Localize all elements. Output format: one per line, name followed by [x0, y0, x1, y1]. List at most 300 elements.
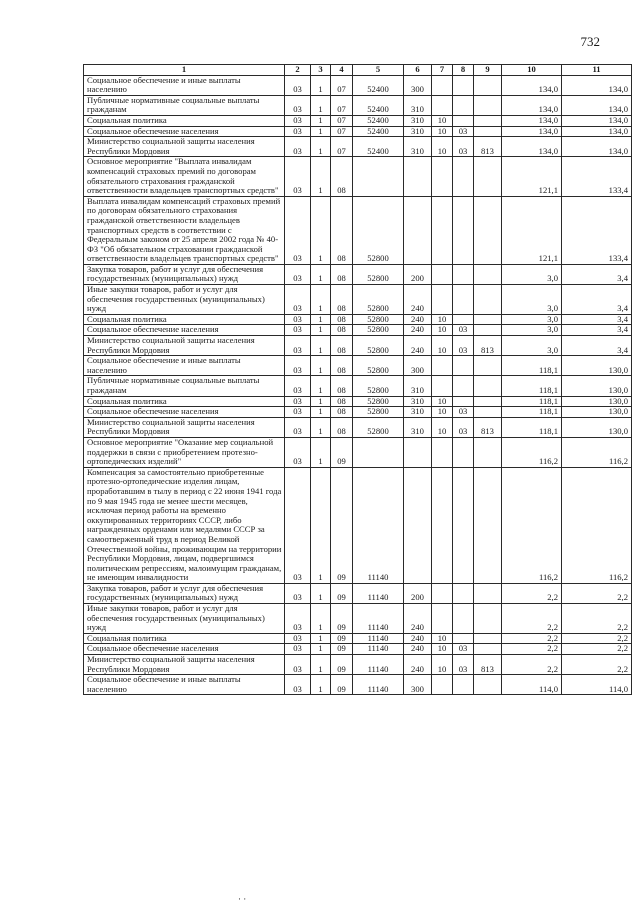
col-5: 52800 [353, 336, 404, 356]
col-8 [453, 75, 474, 95]
header-cell: 3 [311, 65, 331, 76]
col-9 [474, 633, 502, 644]
col-2: 03 [285, 407, 311, 418]
col-9 [474, 264, 502, 284]
col-4: 09 [331, 583, 353, 603]
col-11-amount: 130,0 [562, 407, 632, 418]
col-6: 310 [404, 137, 432, 157]
col-3: 1 [311, 356, 331, 376]
col-10-amount: 114,0 [502, 675, 562, 695]
col-3: 1 [311, 75, 331, 95]
col-8 [453, 285, 474, 315]
col-11-amount: 133,4 [562, 157, 632, 196]
header-cell: 1 [84, 65, 285, 76]
col-8: 03 [453, 126, 474, 137]
col-9 [474, 356, 502, 376]
col-7 [432, 437, 453, 467]
col-11-amount: 3,4 [562, 285, 632, 315]
col-2: 03 [285, 126, 311, 137]
col-7: 10 [432, 314, 453, 325]
col-8 [453, 604, 474, 634]
col-9: 813 [474, 417, 502, 437]
col-8: 03 [453, 644, 474, 655]
col-9: 813 [474, 336, 502, 356]
col-11-amount: 2,2 [562, 633, 632, 644]
col-11-amount: 2,2 [562, 583, 632, 603]
table-row [84, 407, 632, 418]
col-8 [453, 264, 474, 284]
table-row [84, 137, 632, 157]
col-2: 03 [285, 285, 311, 315]
col-2: 03 [285, 396, 311, 407]
col-11-amount: 130,0 [562, 376, 632, 396]
col-6: 200 [404, 264, 432, 284]
col-2: 03 [285, 95, 311, 115]
col-7: 10 [432, 126, 453, 137]
table-row [84, 115, 632, 126]
col-6: 310 [404, 396, 432, 407]
col-11-amount: 3,4 [562, 336, 632, 356]
col-8: 03 [453, 325, 474, 336]
table-row [84, 314, 632, 325]
col-4: 08 [331, 264, 353, 284]
row-name: Основное мероприятие "Оказание мер социальной поддержки в связи с приобретением протезно-ортопедических изделий" [84, 437, 285, 467]
col-8 [453, 95, 474, 115]
col-11-amount: 130,0 [562, 356, 632, 376]
col-4: 08 [331, 157, 353, 196]
col-5: 52800 [353, 356, 404, 376]
table-row [84, 325, 632, 336]
col-8 [453, 376, 474, 396]
col-4: 09 [331, 437, 353, 467]
row-name: Социальное обеспечение населения [84, 325, 285, 336]
row-name: Министерство социальной защиты населения Республики Мордовия [84, 137, 285, 157]
col-9 [474, 396, 502, 407]
col-7 [432, 467, 453, 583]
col-5: 52800 [353, 264, 404, 284]
col-6: 310 [404, 407, 432, 418]
col-11-amount: 2,2 [562, 604, 632, 634]
col-3: 1 [311, 126, 331, 137]
col-6: 240 [404, 655, 432, 675]
col-9 [474, 325, 502, 336]
col-9 [474, 644, 502, 655]
col-4: 08 [331, 285, 353, 315]
table-header-row [84, 65, 632, 76]
col-2: 03 [285, 264, 311, 284]
col-6: 300 [404, 675, 432, 695]
col-5: 11140 [353, 604, 404, 634]
col-10-amount: 3,0 [502, 314, 562, 325]
col-7: 10 [432, 655, 453, 675]
col-3: 1 [311, 137, 331, 157]
row-name: Социальное обеспечение и иные выплаты населению [84, 356, 285, 376]
col-2: 03 [285, 115, 311, 126]
col-2: 03 [285, 467, 311, 583]
col-9 [474, 285, 502, 315]
col-4: 09 [331, 604, 353, 634]
col-8: 03 [453, 407, 474, 418]
col-6: 310 [404, 115, 432, 126]
col-3: 1 [311, 336, 331, 356]
col-8: 03 [453, 655, 474, 675]
row-name: Выплата инвалидам компенсаций страховых премий по договорам обязательного страхования гражданской ответственности владельцев транспортных средств в соответствии с Федеральным законом от 25 апреля 2002 года № 40-ФЗ "Об обязательном страховании гражданской ответственности владельцев транспортных средств" [84, 196, 285, 264]
col-7: 10 [432, 407, 453, 418]
col-8 [453, 396, 474, 407]
table-row [84, 75, 632, 95]
col-4: 08 [331, 336, 353, 356]
col-2: 03 [285, 633, 311, 644]
col-10-amount: 134,0 [502, 126, 562, 137]
col-8 [453, 675, 474, 695]
col-6 [404, 437, 432, 467]
header-cell: 10 [502, 65, 562, 76]
col-6: 300 [404, 75, 432, 95]
col-11-amount: 116,2 [562, 467, 632, 583]
col-7: 10 [432, 633, 453, 644]
col-4: 09 [331, 655, 353, 675]
col-6 [404, 157, 432, 196]
col-9 [474, 437, 502, 467]
col-6: 240 [404, 325, 432, 336]
col-7 [432, 285, 453, 315]
row-name: Социальная политика [84, 396, 285, 407]
col-5: 52800 [353, 285, 404, 315]
col-11-amount: 133,4 [562, 196, 632, 264]
col-11-amount: 134,0 [562, 95, 632, 115]
col-7 [432, 583, 453, 603]
table-row [84, 376, 632, 396]
col-7 [432, 376, 453, 396]
col-4: 08 [331, 407, 353, 418]
col-5: 11140 [353, 467, 404, 583]
col-7 [432, 157, 453, 196]
col-8 [453, 356, 474, 376]
col-4: 07 [331, 115, 353, 126]
col-2: 03 [285, 75, 311, 95]
col-9 [474, 583, 502, 603]
col-6: 240 [404, 644, 432, 655]
row-name: Министерство социальной защиты населения Республики Мордовия [84, 336, 285, 356]
col-7 [432, 196, 453, 264]
col-9 [474, 604, 502, 634]
col-3: 1 [311, 467, 331, 583]
col-10-amount: 118,1 [502, 396, 562, 407]
col-7 [432, 356, 453, 376]
col-5: 52400 [353, 126, 404, 137]
col-4: 08 [331, 376, 353, 396]
col-3: 1 [311, 633, 331, 644]
col-2: 03 [285, 655, 311, 675]
col-10-amount: 121,1 [502, 157, 562, 196]
col-7 [432, 95, 453, 115]
col-11-amount: 2,2 [562, 655, 632, 675]
col-7: 10 [432, 396, 453, 407]
row-name: Социальное обеспечение и иные выплаты населению [84, 75, 285, 95]
table-row [84, 264, 632, 284]
col-7 [432, 604, 453, 634]
table-row [84, 126, 632, 137]
col-10-amount: 118,1 [502, 376, 562, 396]
row-name: Министерство социальной защиты населения Республики Мордовия [84, 655, 285, 675]
col-7: 10 [432, 336, 453, 356]
col-3: 1 [311, 675, 331, 695]
col-5: 11140 [353, 644, 404, 655]
col-9: 813 [474, 655, 502, 675]
col-10-amount: 2,2 [502, 644, 562, 655]
col-10-amount: 116,2 [502, 437, 562, 467]
col-2: 03 [285, 376, 311, 396]
col-10-amount: 116,2 [502, 467, 562, 583]
table-row [84, 336, 632, 356]
col-3: 1 [311, 325, 331, 336]
row-name: Социальная политика [84, 314, 285, 325]
col-5: 52800 [353, 396, 404, 407]
col-9 [474, 467, 502, 583]
col-4: 08 [331, 396, 353, 407]
row-name: Иные закупки товаров, работ и услуг для обеспечения государственных (муниципальных) нужд [84, 604, 285, 634]
col-5: 52800 [353, 325, 404, 336]
table-row [84, 604, 632, 634]
col-2: 03 [285, 196, 311, 264]
col-9 [474, 75, 502, 95]
col-2: 03 [285, 314, 311, 325]
col-10-amount: 121,1 [502, 196, 562, 264]
col-2: 03 [285, 604, 311, 634]
col-11-amount: 3,4 [562, 325, 632, 336]
col-2: 03 [285, 675, 311, 695]
col-4: 07 [331, 75, 353, 95]
header-cell: 5 [353, 65, 404, 76]
col-5: 52400 [353, 75, 404, 95]
col-4: 08 [331, 417, 353, 437]
table-row [84, 285, 632, 315]
table-row [84, 396, 632, 407]
table-row [84, 95, 632, 115]
row-name: Социальное обеспечение населения [84, 644, 285, 655]
col-10-amount: 134,0 [502, 137, 562, 157]
col-11-amount: 134,0 [562, 75, 632, 95]
col-2: 03 [285, 644, 311, 655]
col-7: 10 [432, 644, 453, 655]
header-cell: 9 [474, 65, 502, 76]
col-11-amount: 130,0 [562, 396, 632, 407]
col-4: 09 [331, 675, 353, 695]
col-8: 03 [453, 137, 474, 157]
col-2: 03 [285, 157, 311, 196]
col-5: 52400 [353, 137, 404, 157]
table-row [84, 633, 632, 644]
table-row [84, 655, 632, 675]
row-name: Закупка товаров, работ и услуг для обеспечения государственных (муниципальных) нужд [84, 264, 285, 284]
col-6: 240 [404, 336, 432, 356]
col-4: 07 [331, 137, 353, 157]
header-cell: 6 [404, 65, 432, 76]
row-name: Социальное обеспечение и иные выплаты населению [84, 675, 285, 695]
col-5: 52800 [353, 196, 404, 264]
col-11-amount: 2,2 [562, 644, 632, 655]
table-row [84, 437, 632, 467]
header-cell: 8 [453, 65, 474, 76]
col-9 [474, 407, 502, 418]
col-3: 1 [311, 196, 331, 264]
col-2: 03 [285, 437, 311, 467]
table-row [84, 157, 632, 196]
col-8 [453, 314, 474, 325]
col-4: 07 [331, 126, 353, 137]
col-6 [404, 467, 432, 583]
col-5: 52800 [353, 314, 404, 325]
col-8 [453, 157, 474, 196]
row-name: Компенсация за самостоятельно приобретенные протезно-ортопедические изделия лицам, проработавшим в тылу в период с 22 июня 1941 года по 9 мая 1945 года не менее шести месяцев, исключая период работы на временно оккупированных территориях СССР, либо награжденных орденами или медалями СССР за самоотверженный труд в период Великой Отечественной войны, проживающим на территории Республики Мордовия, лицам, подвергшимся политическим репрессиям, малоимущим гражданам, не имеющим инвалидности [84, 467, 285, 583]
header-cell: 7 [432, 65, 453, 76]
col-10-amount: 3,0 [502, 264, 562, 284]
col-5: 52400 [353, 95, 404, 115]
col-8 [453, 583, 474, 603]
col-3: 1 [311, 655, 331, 675]
col-10-amount: 3,0 [502, 336, 562, 356]
row-name: Социальное обеспечение населения [84, 126, 285, 137]
table-row [84, 467, 632, 583]
col-9: 813 [474, 137, 502, 157]
col-5: 11140 [353, 675, 404, 695]
col-11-amount: 130,0 [562, 417, 632, 437]
col-5: 52400 [353, 115, 404, 126]
table-body [84, 75, 632, 695]
col-4: 09 [331, 633, 353, 644]
col-10-amount: 2,2 [502, 604, 562, 634]
row-name: Публичные нормативные социальные выплаты гражданам [84, 376, 285, 396]
col-4: 07 [331, 95, 353, 115]
row-name: Иные закупки товаров, работ и услуг для обеспечения государственных (муниципальных) нужд [84, 285, 285, 315]
table-row [84, 644, 632, 655]
col-3: 1 [311, 95, 331, 115]
col-2: 03 [285, 417, 311, 437]
col-5: 11140 [353, 655, 404, 675]
col-10-amount: 134,0 [502, 95, 562, 115]
col-7: 10 [432, 137, 453, 157]
col-6 [404, 196, 432, 264]
row-name: Закупка товаров, работ и услуг для обеспечения государственных (муниципальных) нужд [84, 583, 285, 603]
col-3: 1 [311, 417, 331, 437]
col-6: 310 [404, 95, 432, 115]
col-7 [432, 264, 453, 284]
col-9 [474, 196, 502, 264]
col-6: 310 [404, 417, 432, 437]
col-6: 240 [404, 285, 432, 315]
col-9 [474, 314, 502, 325]
col-11-amount: 134,0 [562, 115, 632, 126]
col-3: 1 [311, 604, 331, 634]
col-3: 1 [311, 314, 331, 325]
col-4: 08 [331, 356, 353, 376]
table-row [84, 356, 632, 376]
col-6: 200 [404, 583, 432, 603]
col-10-amount: 2,2 [502, 633, 562, 644]
col-4: 08 [331, 325, 353, 336]
col-11-amount: 3,4 [562, 264, 632, 284]
scan-artifact: · · [238, 894, 247, 904]
col-3: 1 [311, 437, 331, 467]
col-5: 11140 [353, 583, 404, 603]
col-2: 03 [285, 583, 311, 603]
col-6: 300 [404, 356, 432, 376]
row-name: Социальное обеспечение населения [84, 407, 285, 418]
col-7: 10 [432, 325, 453, 336]
col-5 [353, 157, 404, 196]
col-8: 03 [453, 417, 474, 437]
col-6: 240 [404, 604, 432, 634]
col-8 [453, 467, 474, 583]
header-cell: 2 [285, 65, 311, 76]
col-10-amount: 3,0 [502, 285, 562, 315]
table-row [84, 583, 632, 603]
col-8 [453, 633, 474, 644]
col-6: 310 [404, 126, 432, 137]
col-3: 1 [311, 115, 331, 126]
header-cell: 4 [331, 65, 353, 76]
col-3: 1 [311, 583, 331, 603]
col-2: 03 [285, 336, 311, 356]
row-name: Социальная политика [84, 115, 285, 126]
table-row [84, 417, 632, 437]
col-9 [474, 115, 502, 126]
col-5: 52800 [353, 417, 404, 437]
col-2: 03 [285, 137, 311, 157]
col-8 [453, 196, 474, 264]
col-3: 1 [311, 285, 331, 315]
col-3: 1 [311, 264, 331, 284]
col-10-amount: 2,2 [502, 655, 562, 675]
col-6: 240 [404, 633, 432, 644]
col-9 [474, 157, 502, 196]
row-name: Социальная политика [84, 633, 285, 644]
col-4: 08 [331, 196, 353, 264]
col-11-amount: 116,2 [562, 437, 632, 467]
col-3: 1 [311, 407, 331, 418]
col-7: 10 [432, 115, 453, 126]
col-10-amount: 134,0 [502, 75, 562, 95]
col-8 [453, 437, 474, 467]
col-10-amount: 2,2 [502, 583, 562, 603]
col-10-amount: 134,0 [502, 115, 562, 126]
col-4: 08 [331, 314, 353, 325]
col-5 [353, 437, 404, 467]
col-11-amount: 114,0 [562, 675, 632, 695]
col-3: 1 [311, 644, 331, 655]
col-5: 52800 [353, 376, 404, 396]
table-row [84, 675, 632, 695]
col-6: 240 [404, 314, 432, 325]
row-name: Основное мероприятие "Выплата инвалидам компенсаций страховых премий по договорам обязательного страхования гражданской ответственности владельцев транспортных средств" [84, 157, 285, 196]
col-7: 10 [432, 417, 453, 437]
col-10-amount: 118,1 [502, 356, 562, 376]
col-2: 03 [285, 325, 311, 336]
col-8: 03 [453, 336, 474, 356]
col-4: 09 [331, 644, 353, 655]
col-9 [474, 675, 502, 695]
col-2: 03 [285, 356, 311, 376]
col-10-amount: 118,1 [502, 417, 562, 437]
col-7 [432, 75, 453, 95]
col-9 [474, 376, 502, 396]
table-row [84, 196, 632, 264]
col-11-amount: 3,4 [562, 314, 632, 325]
col-3: 1 [311, 157, 331, 196]
col-11-amount: 134,0 [562, 126, 632, 137]
budget-table [83, 64, 632, 695]
col-10-amount: 3,0 [502, 325, 562, 336]
